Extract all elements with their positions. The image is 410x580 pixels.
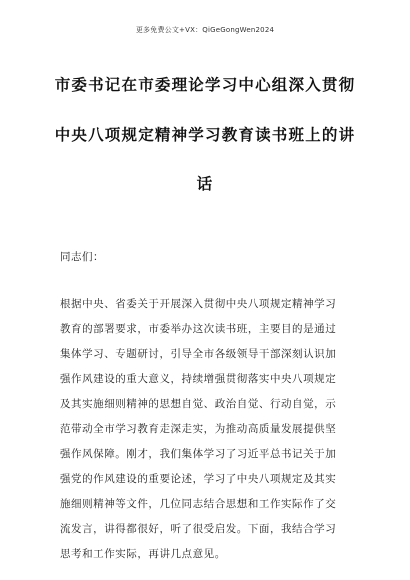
paragraph-line: 强党的作风建设的重要论述，学习了中央八项规定及其实 — [60, 473, 337, 485]
document-title-line-3: 话 — [196, 175, 214, 193]
paragraph-line: 根据中央、省委关于开展深入贯彻中央八项规定精神学习 — [60, 298, 337, 310]
paragraph-line: 教育的部署要求，市委举办这次读书班，主要目的是通过 — [60, 323, 337, 335]
paragraph-line: 思考和工作实际，再讲几点意见。 — [60, 548, 226, 560]
paragraph-line: 流发言，讲得都很好，听了很受启发。下面，我结合学习 — [60, 523, 337, 535]
paragraph-line: 施细则精神等文件，几位同志结合思想和工作实际作了交 — [60, 498, 337, 510]
header-note: 更多免费公文+VX：QiGeGongWen2024 — [135, 26, 275, 34]
document-title-line-2: 中央八项规定精神学习教育读书班上的讲 — [54, 126, 356, 144]
paragraph-line: 范带动全市学习教育走深走实，为推动高质量发展提供坚 — [60, 423, 337, 435]
paragraph-line: 及其实施细则精神的思想自觉、政治自觉、行动自觉，示 — [60, 398, 337, 410]
document-title-line-1: 市委书记在市委理论学习中心组深入贯彻 — [54, 76, 356, 94]
paragraph-line: 集体学习、专题研讨，引导全市各级领导干部深刻认识加 — [60, 348, 337, 360]
paragraph-line: 强作风保障。刚才，我们集体学习了习近平总书记关于加 — [60, 448, 337, 460]
salutation: 同志们： — [60, 251, 104, 263]
paragraph-line: 强作风建设的重大意义，持续增强贯彻落实中央八项规定 — [60, 373, 337, 385]
